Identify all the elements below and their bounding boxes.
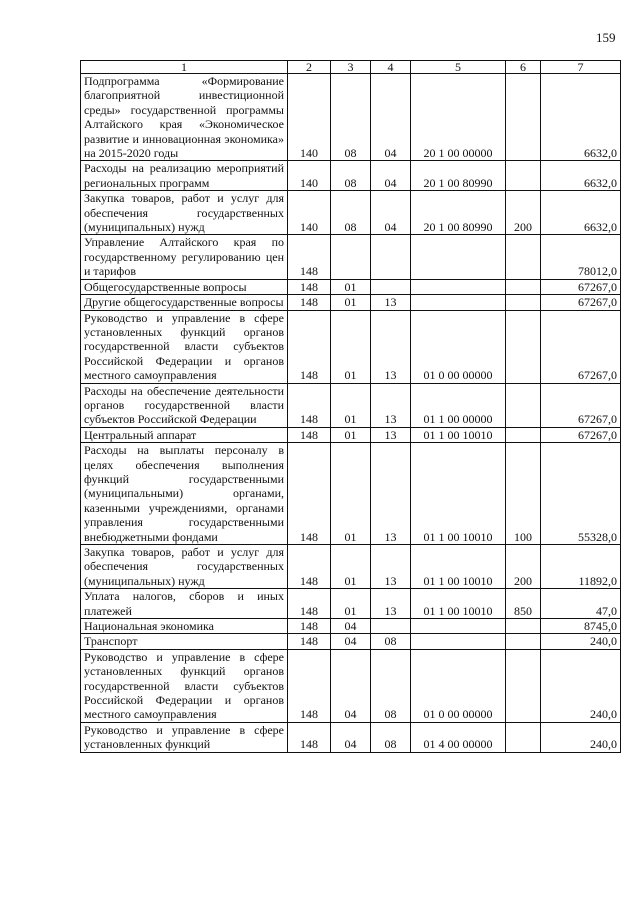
column-header: 7: [541, 61, 621, 74]
row-name-cell: Центральный аппарат: [81, 427, 288, 442]
vr-code-cell: 100: [506, 443, 541, 545]
row-name-cell: Управление Алтайского края по государственному регулированию цен и тарифов: [81, 235, 288, 279]
row-name-cell: Руководство и управление в сфере установленных функций органов государственной власти субъектов Российской Федерации и органов местного самоуправления: [81, 310, 288, 383]
csr-code-cell: [411, 235, 506, 279]
budget-table: [80, 60, 621, 753]
amount-cell: 67267,0: [541, 383, 621, 427]
csr-code-cell: [411, 295, 506, 310]
gr-code-cell: 148: [288, 427, 331, 442]
table-header-row: [81, 61, 621, 74]
vr-code-cell: [506, 310, 541, 383]
table-row: [81, 74, 621, 161]
vr-code-cell: [506, 722, 541, 752]
vr-code-cell: 850: [506, 589, 541, 619]
pr-code-cell: [371, 279, 411, 294]
amount-cell: 55328,0: [541, 443, 621, 545]
table-row: [81, 310, 621, 383]
gr-code-cell: 148: [288, 545, 331, 589]
table-row: [81, 649, 621, 722]
table-row: [81, 161, 621, 191]
table-row: [81, 383, 621, 427]
table-row: [81, 722, 621, 752]
pr-code-cell: 13: [371, 545, 411, 589]
table-row: [81, 545, 621, 589]
column-header: 4: [371, 61, 411, 74]
gr-code-cell: 148: [288, 279, 331, 294]
rz-code-cell: 04: [331, 619, 371, 634]
amount-cell: 47,0: [541, 589, 621, 619]
amount-cell: 6632,0: [541, 161, 621, 191]
rz-code-cell: 08: [331, 74, 371, 161]
gr-code-cell: 140: [288, 74, 331, 161]
table-row: [81, 235, 621, 279]
row-name-cell: Закупка товаров, работ и услуг для обеспечения государственных (муниципальных) нужд: [81, 545, 288, 589]
gr-code-cell: 148: [288, 722, 331, 752]
rz-code-cell: 08: [331, 191, 371, 235]
amount-cell: 240,0: [541, 649, 621, 722]
row-name-cell: Транспорт: [81, 634, 288, 649]
csr-code-cell: 01 1 00 10010: [411, 443, 506, 545]
amount-cell: 78012,0: [541, 235, 621, 279]
table-row: [81, 295, 621, 310]
amount-cell: 11892,0: [541, 545, 621, 589]
pr-code-cell: 13: [371, 443, 411, 545]
table-row: [81, 443, 621, 545]
gr-code-cell: 140: [288, 161, 331, 191]
row-name-cell: Расходы на выплаты персоналу в целях обеспечения выполнения функций государственными (муниципальными) органами, казенными учреждениями, органами управления государственными внебюджетными фондами: [81, 443, 288, 545]
vr-code-cell: [506, 74, 541, 161]
row-name-cell: Уплата налогов, сборов и иных платежей: [81, 589, 288, 619]
amount-cell: 67267,0: [541, 310, 621, 383]
rz-code-cell: 01: [331, 589, 371, 619]
vr-code-cell: [506, 295, 541, 310]
csr-code-cell: 01 1 00 00000: [411, 383, 506, 427]
pr-code-cell: 04: [371, 161, 411, 191]
pr-code-cell: 13: [371, 427, 411, 442]
csr-code-cell: [411, 619, 506, 634]
rz-code-cell: 01: [331, 310, 371, 383]
column-header: 3: [331, 61, 371, 74]
vr-code-cell: [506, 161, 541, 191]
rz-code-cell: 01: [331, 545, 371, 589]
row-name-cell: Подпрограмма «Формирование благоприятной инвестиционной среды» государственной программы Алтайского края «Экономическое развитие и инновационная экономика» на 2015-2020 годы: [81, 74, 288, 161]
csr-code-cell: 01 1 00 10010: [411, 589, 506, 619]
pr-code-cell: 08: [371, 634, 411, 649]
rz-code-cell: 01: [331, 427, 371, 442]
gr-code-cell: 148: [288, 295, 331, 310]
rz-code-cell: 04: [331, 722, 371, 752]
gr-code-cell: 148: [288, 619, 331, 634]
gr-code-cell: 148: [288, 589, 331, 619]
csr-code-cell: 01 1 00 10010: [411, 427, 506, 442]
vr-code-cell: 200: [506, 545, 541, 589]
pr-code-cell: 08: [371, 649, 411, 722]
csr-code-cell: 01 0 00 00000: [411, 649, 506, 722]
table-row: [81, 589, 621, 619]
pr-code-cell: 04: [371, 74, 411, 161]
amount-cell: 67267,0: [541, 279, 621, 294]
vr-code-cell: [506, 634, 541, 649]
csr-code-cell: 20 1 00 00000: [411, 74, 506, 161]
rz-code-cell: 08: [331, 161, 371, 191]
csr-code-cell: 20 1 00 80990: [411, 161, 506, 191]
gr-code-cell: 148: [288, 443, 331, 545]
row-name-cell: Общегосударственные вопросы: [81, 279, 288, 294]
rz-code-cell: [331, 235, 371, 279]
vr-code-cell: [506, 649, 541, 722]
vr-code-cell: [506, 383, 541, 427]
row-name-cell: Руководство и управление в сфере установленных функций органов государственной власти субъектов Российской Федерации и органов местного самоуправления: [81, 649, 288, 722]
pr-code-cell: 04: [371, 191, 411, 235]
rz-code-cell: 04: [331, 649, 371, 722]
row-name-cell: Другие общегосударственные вопросы: [81, 295, 288, 310]
amount-cell: 67267,0: [541, 427, 621, 442]
column-header: 6: [506, 61, 541, 74]
row-name-cell: Расходы на реализацию мероприятий региональных программ: [81, 161, 288, 191]
gr-code-cell: 148: [288, 649, 331, 722]
rz-code-cell: 01: [331, 295, 371, 310]
pr-code-cell: 13: [371, 310, 411, 383]
row-name-cell: Национальная экономика: [81, 619, 288, 634]
pr-code-cell: 13: [371, 295, 411, 310]
gr-code-cell: 148: [288, 310, 331, 383]
vr-code-cell: [506, 619, 541, 634]
gr-code-cell: 148: [288, 235, 331, 279]
column-header: 2: [288, 61, 331, 74]
gr-code-cell: 148: [288, 383, 331, 427]
amount-cell: 67267,0: [541, 295, 621, 310]
gr-code-cell: 140: [288, 191, 331, 235]
column-header: 1: [81, 61, 288, 74]
row-name-cell: Расходы на обеспечение деятельности органов государственной власти субъектов Российской Федерации: [81, 383, 288, 427]
csr-code-cell: [411, 634, 506, 649]
pr-code-cell: 13: [371, 383, 411, 427]
row-name-cell: Руководство и управление в сфере установленных функций: [81, 722, 288, 752]
table-row: [81, 279, 621, 294]
gr-code-cell: 148: [288, 634, 331, 649]
csr-code-cell: 20 1 00 80990: [411, 191, 506, 235]
rz-code-cell: 01: [331, 383, 371, 427]
amount-cell: 6632,0: [541, 191, 621, 235]
row-name-cell: Закупка товаров, работ и услуг для обеспечения государственных (муниципальных) нужд: [81, 191, 288, 235]
table-row: [81, 191, 621, 235]
amount-cell: 240,0: [541, 722, 621, 752]
pr-code-cell: [371, 619, 411, 634]
vr-code-cell: [506, 235, 541, 279]
csr-code-cell: 01 4 00 00000: [411, 722, 506, 752]
table-row: [81, 619, 621, 634]
pr-code-cell: 13: [371, 589, 411, 619]
amount-cell: 6632,0: [541, 74, 621, 161]
table-row: [81, 427, 621, 442]
csr-code-cell: [411, 279, 506, 294]
pr-code-cell: 08: [371, 722, 411, 752]
page-number: 159: [596, 30, 616, 45]
rz-code-cell: 01: [331, 443, 371, 545]
vr-code-cell: [506, 427, 541, 442]
csr-code-cell: 01 1 00 10010: [411, 545, 506, 589]
column-header: 5: [411, 61, 506, 74]
rz-code-cell: 04: [331, 634, 371, 649]
rz-code-cell: 01: [331, 279, 371, 294]
vr-code-cell: 200: [506, 191, 541, 235]
csr-code-cell: 01 0 00 00000: [411, 310, 506, 383]
table-row: [81, 634, 621, 649]
pr-code-cell: [371, 235, 411, 279]
vr-code-cell: [506, 279, 541, 294]
amount-cell: 240,0: [541, 634, 621, 649]
amount-cell: 8745,0: [541, 619, 621, 634]
